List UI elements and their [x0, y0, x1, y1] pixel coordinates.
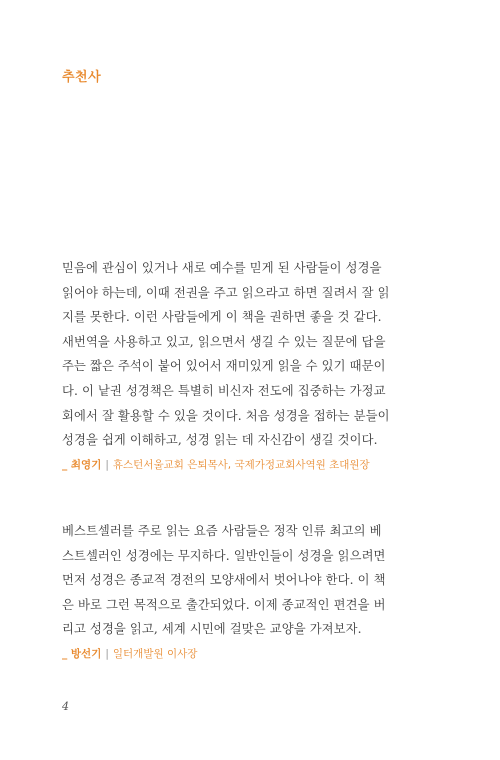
section-heading: 추천사 [62, 70, 102, 85]
recommender-name: _ 방선기 [62, 647, 102, 660]
recommender-name: _ 최영기 [62, 458, 102, 471]
text-line: 스트셀러인 성경에는 무지하다. 일반인들이 성경을 읽으려면 [62, 548, 386, 563]
recommendation-text [62, 519, 447, 642]
attribution [62, 646, 447, 662]
text-line: 베스트셀러를 주로 읽는 요즘 사람들은 정작 인류 최고의 베 [62, 524, 382, 538]
text-line: 다. 이 낱권 성경책은 특별히 비신자 전도에 집중하는 가정교 [62, 383, 386, 398]
text-line: 성경을 쉽게 이해하고, 성경 읽는 데 자신감이 생길 것이다. [62, 433, 378, 448]
recommender-role: 휴스턴서울교회 은퇴목사, 국제가정교회사역원 초대원장 [112, 458, 370, 471]
attribution-separator: | [105, 647, 109, 660]
attribution-separator: | [105, 458, 109, 471]
page-number: 4 [62, 700, 69, 713]
text-line: 은 바로 그런 목적으로 출간되었다. 이제 종교적인 편견을 버 [62, 597, 386, 612]
recommendation-text [62, 256, 447, 453]
recommender-role: 일터개발원 이사장 [112, 647, 198, 660]
text-line: 믿음에 관심이 있거나 새로 예수를 믿게 된 사람들이 성경을 [62, 261, 382, 275]
text-line: 지를 못한다. 이런 사람들에게 이 책을 권하면 좋을 것 같다. [62, 310, 382, 325]
recommendation-2 [62, 519, 447, 662]
text-line: 주는 짧은 주석이 붙어 있어서 재미있게 읽을 수 있기 때문이 [62, 359, 386, 374]
attribution [62, 457, 447, 473]
text-line: 회에서 잘 활용할 수 있을 것이다. 처음 성경을 접하는 분들이 [62, 408, 390, 423]
text-line: 읽어야 하는데, 이때 전권을 주고 읽으라고 하면 질려서 잘 읽 [62, 285, 390, 300]
text-line: 새번역을 사용하고 있고, 읽으면서 생길 수 있는 질문에 답을 [62, 334, 386, 349]
text-line: 먼저 성경은 종교적 경전의 모양새에서 벗어나야 한다. 이 책 [62, 573, 386, 588]
recommendation-1 [62, 256, 447, 473]
text-line: 리고 성경을 읽고, 세계 시민에 걸맞은 교양을 가져보자. [62, 622, 362, 637]
